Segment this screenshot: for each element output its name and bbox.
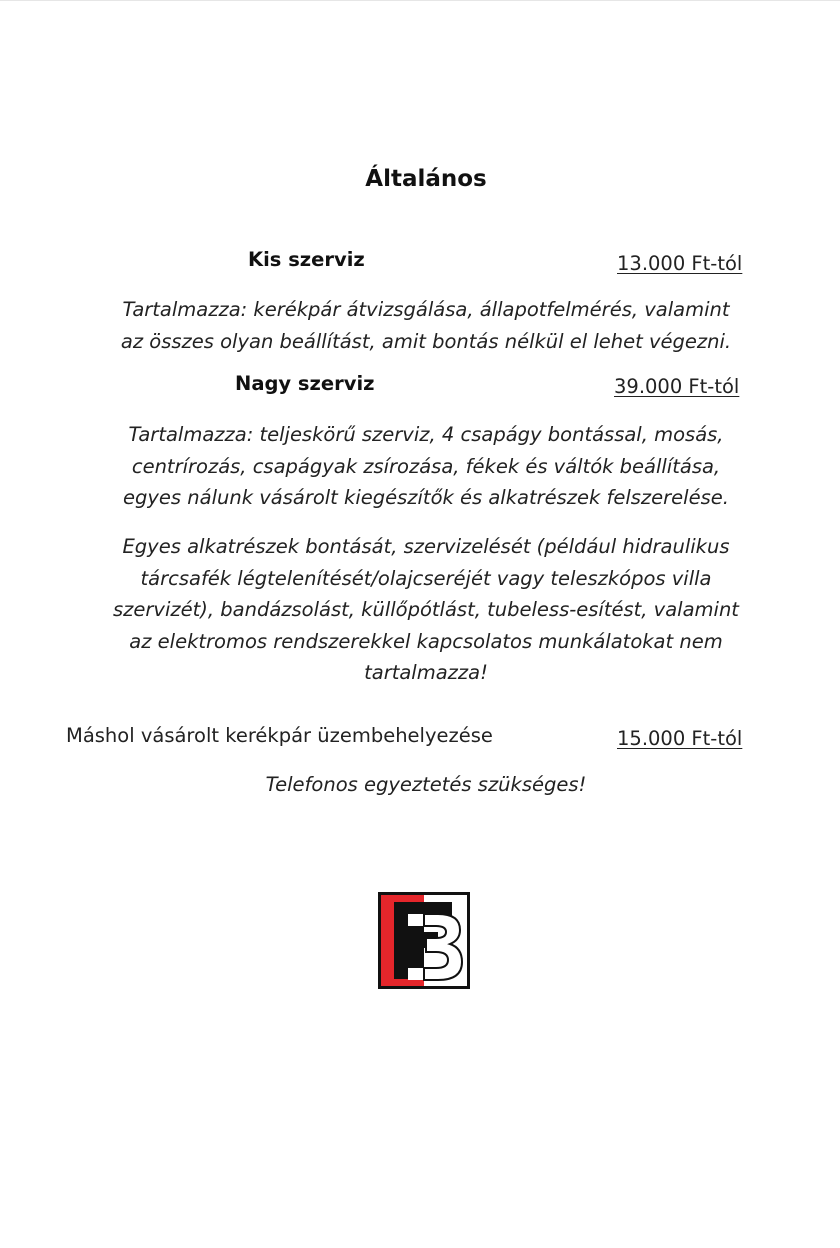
description-line: Tartalmazza: kerékpár átvizsgálása, állapotfelmérés, valamint <box>122 298 730 321</box>
description-line: az összes olyan beállítást, amit bontás nélkül el lehet végezni. <box>120 329 732 353</box>
note-line: tárcsafék légtelenítését/olajcseréjét vagy teleszkópos villa <box>140 566 712 590</box>
service-price-nagy-szerviz[interactable]: 39.000 Ft-tól <box>614 375 740 398</box>
description-line: Tartalmazza: teljeskörű szerviz, 4 csapágy bontással, mosás, <box>128 423 724 446</box>
note-line: az elektromos rendszerekkel kapcsolatos munkálatokat nem <box>129 629 723 653</box>
top-divider <box>0 0 840 1</box>
section-title: Általános <box>365 166 487 192</box>
description-line: egyes nálunk vásárolt kiegészítők és alkatrészek felszerelése. <box>123 486 729 509</box>
description-line: centrírozás, csapágyak zsírozása, fékek és váltók beállítása, <box>131 454 721 478</box>
service-description-nagy-szerviz <box>40 419 812 514</box>
description-line: Telefonos egyeztetés szükséges! <box>265 773 587 796</box>
note-line: tartalmazza! <box>364 661 488 684</box>
service-name-uzembehelyezes: Máshol vásárolt kerékpár üzembehelyezése <box>66 724 493 747</box>
service-price-uzembehelyezes[interactable]: 15.000 Ft-tól <box>617 727 743 750</box>
note-line: szervizét), bandázsolást, küllőpótlást, tubeless-esítést, valamint <box>113 598 739 621</box>
service-note-nagy-szerviz <box>40 531 812 689</box>
brand-logo <box>378 892 470 989</box>
service-price-kis-szerviz[interactable]: 13.000 Ft-tól <box>617 252 743 275</box>
service-name-nagy-szerviz: Nagy szerviz <box>235 372 375 395</box>
f3-logo-icon <box>378 892 470 989</box>
service-description-kis-szerviz <box>40 294 812 357</box>
note-line: Egyes alkatrészek bontását, szervizelését (például hidraulikus <box>122 535 730 558</box>
service-name-kis-szerviz: Kis szerviz <box>248 248 365 271</box>
service-description-uzembehelyezes <box>40 769 812 801</box>
